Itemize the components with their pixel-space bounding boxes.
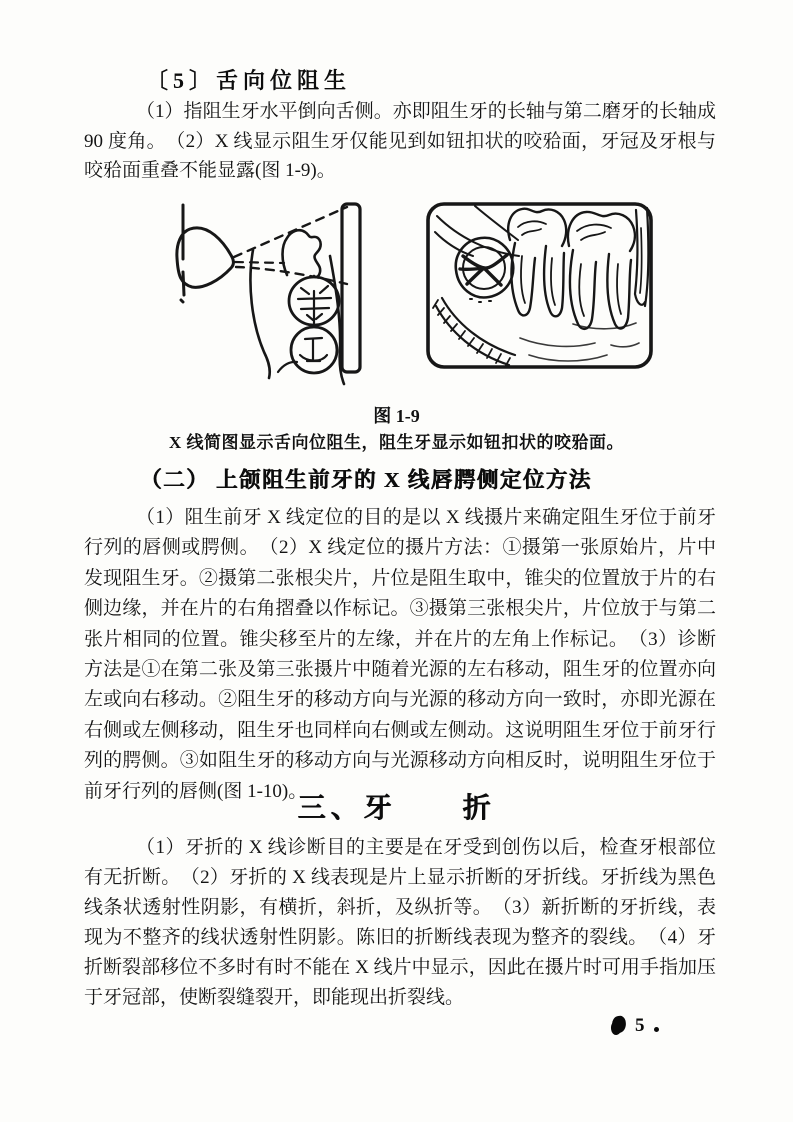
first-molar-drawing — [508, 209, 566, 317]
ink-dot-mark — [654, 1027, 659, 1032]
molar1-root-canals — [521, 256, 555, 305]
page-number: 5 — [635, 1015, 645, 1036]
molar-crown-outline — [283, 230, 321, 277]
molar1-enamel-lines — [518, 221, 546, 235]
button-fissure-2 — [300, 338, 327, 361]
figure-caption-number: 图 1-9 — [373, 406, 420, 426]
film-plate — [342, 204, 360, 372]
molar2-root-canals — [579, 264, 621, 316]
molar2-root-right — [607, 254, 631, 329]
figure-caption-text: X 线简图显示舌向位阻生，阻生牙显示如钮扣状的咬𬌗面。 — [168, 433, 625, 452]
tube-stand-line — [181, 205, 184, 302]
paragraph-tooth-fracture: （1）牙折的 X 线诊断目的主要是在牙受到创伤以后，检查牙根部位有无折断。 （2）牙折的 X 线表现是片上显示折断的牙折线。牙折线为黑色线条状透射性阴影，有横折，斜折，及纵折等。 （3）新折断的牙折线，表现为不整齐的线状透射性阴影。陈旧的折断线表现为整齐的裂线。 （4）牙折断裂部移位不多时有时不能在 X 线片中显示，因此在摄片时可用手指加压于牙冠部，使断裂缝裂开，即能现出折裂线。 — [84, 837, 716, 1008]
section-3-heading: 三、牙 折 — [297, 793, 496, 824]
button-dotted-edge — [470, 299, 491, 302]
paragraph-labiopalatal-localization: （1）阻生前牙 X 线定位的目的是以 X 线摄片来确定阻生牙位于前牙行列的唇侧或腭侧。 （2）X 线定位的摄片方法：①摄第一张原始片，片中发现阻生牙。②摄第二张根尖片，片位是阻生取中，锥尖的位置放于片的右侧边缘，并在片的右角摺叠以作标记。③摄第三张根尖片，片位放于与第二张片相同的位置。锥尖移至片的左缘，并在片的左角上作标记。 （3）诊断方法是①在第二张及第三张摄片中随着光源的左右移动，阻生牙的位置亦向左或向右移动。②阻生牙的移动方向与光源的移动方向一致时，亦即光源在右侧或左侧移动，阻生牙也同样向右侧或左侧动。这说明阻生牙位于前牙行列的腭侧。③如阻生牙的移动方向与光源移动方向相反时，说明阻生牙位于前牙行列的唇侧(图 1-10)。 — [84, 507, 716, 802]
subsection-5-heading: 〔5〕舌向位阻生 — [146, 68, 352, 93]
tube-bulb — [177, 228, 234, 287]
edge-tooth-inner — [640, 228, 642, 293]
impacted-tooth-button-1 — [289, 277, 339, 325]
arc-top-to-button — [475, 206, 518, 240]
ink-blob-mark — [611, 1015, 627, 1034]
subsection-2-heading: （二） 上颌阻生前牙的 X 线唇腭侧定位方法 — [140, 468, 592, 492]
page-footer — [612, 1016, 659, 1036]
impacted-tooth-button-2 — [291, 327, 337, 373]
molar2-enamel-lines — [577, 225, 611, 240]
xray-tube-icon — [177, 205, 234, 302]
paragraph-lingual-impaction: （1）指阻生牙水平倒向舌侧。亦即阻生牙的长轴与第二磨牙的长轴成 90 度角。 （2）X 线显示阻生牙仅能见到如钮扣状的咬𬌗面，牙冠及牙根与咬𬌗面重叠不能显露(图 1-9)。 — [84, 101, 716, 181]
impacted-tooth-occlusal-view — [456, 238, 513, 302]
button-fissure-1 — [298, 286, 331, 323]
hatch-band-curves — [436, 298, 515, 365]
molar2-root-left — [570, 250, 596, 329]
xray-film-diagram — [423, 198, 658, 376]
beam-middle-dashed — [235, 262, 284, 263]
second-molar-drawing — [568, 212, 635, 329]
xray-projection-diagram — [150, 196, 365, 396]
molar1-root-right — [544, 246, 564, 316]
mandible-border-hatched — [433, 298, 515, 367]
molar2-crown — [568, 212, 635, 251]
molar1-root-left — [512, 243, 535, 315]
edge-tooth-partial — [635, 208, 648, 306]
